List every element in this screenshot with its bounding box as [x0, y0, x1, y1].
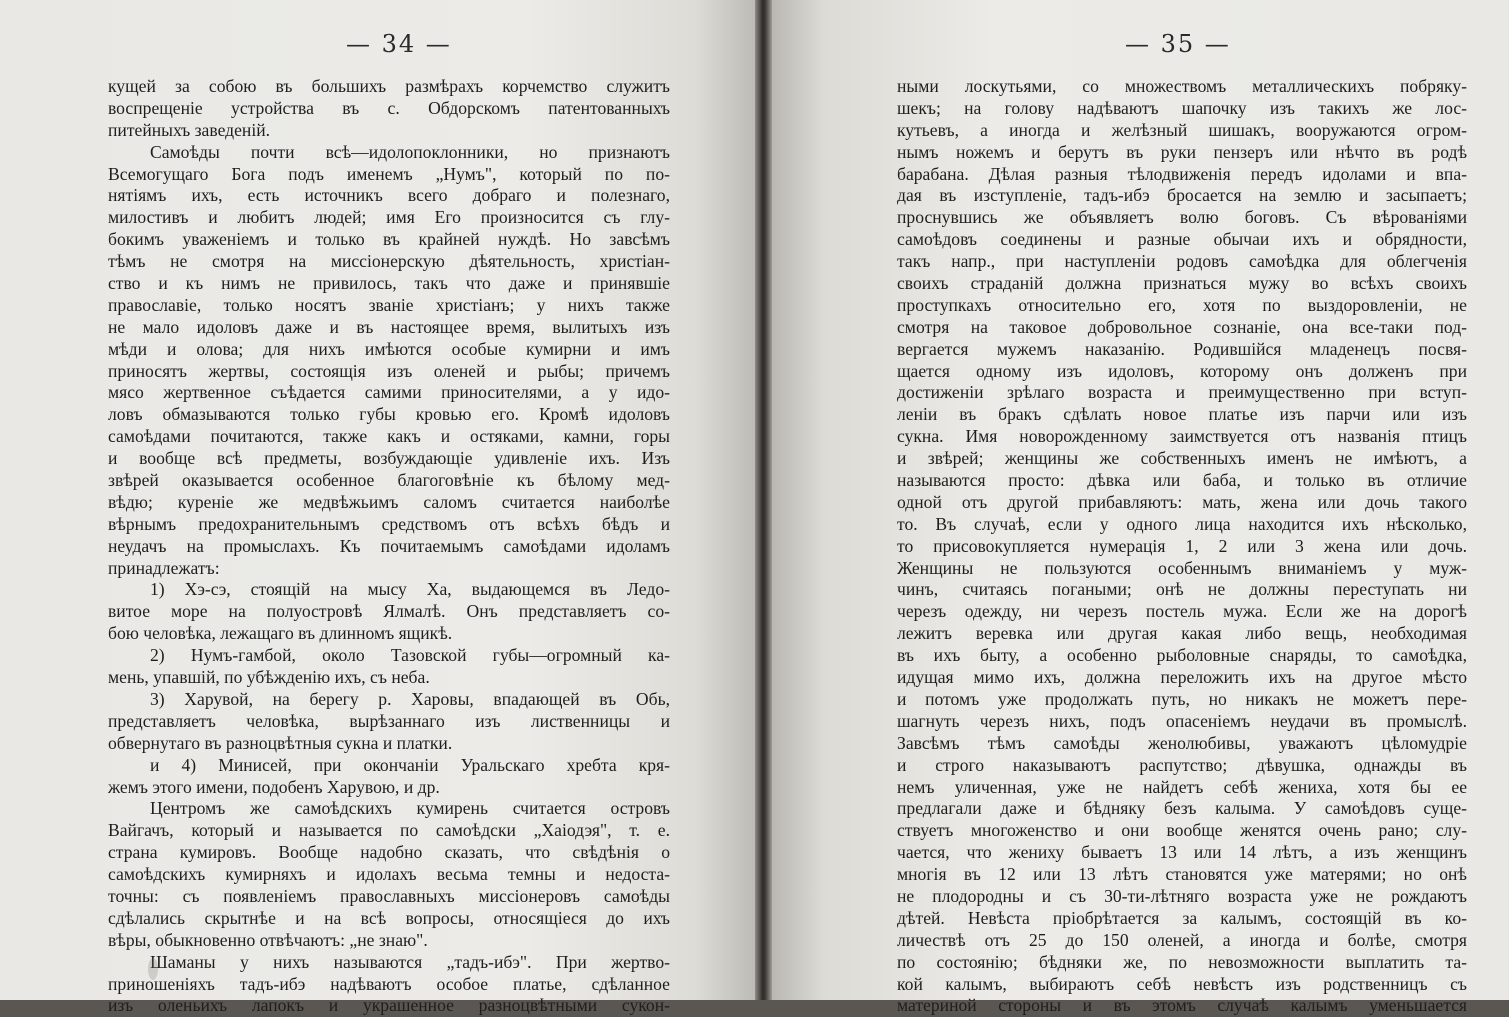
- text-line: неудачъ на промыслахъ. Къ почитаемымъ самоѣдами идоламъ: [108, 535, 670, 556]
- text-line: по состоянію; бѣдняки же, по невозможности выплатить та-: [897, 951, 1467, 972]
- page-number-34: — 34 —: [346, 30, 452, 58]
- text-line: одной отъ другой прибавляютъ: мать, жена или дочь такого: [897, 491, 1467, 512]
- book-gutter: [755, 0, 772, 1000]
- text-line: и 4) Минисей, при окончаніи Уральскаго хребта кря-: [150, 754, 670, 775]
- text-line: многія въ 12 или 13 лѣтъ становятся уже матерями; но онѣ: [897, 864, 1467, 885]
- text-line: витое море на полуостровѣ Ялмалѣ. Онъ представляетъ со-: [108, 601, 670, 622]
- text-line: такъ напр., при наступленіи родовъ самоѣдка для облегченія: [897, 251, 1467, 272]
- text-line: шекъ; на голову надѣваютъ шапочку изъ такихъ же лос-: [897, 97, 1467, 118]
- text-line: точны: съ появленіемъ православныхъ миссіонеровъ самоѣды: [108, 885, 670, 906]
- page-number-35: — 35 —: [1125, 30, 1231, 58]
- text-line: и строго наказываютъ распутство; дѣвушка, однажды въ: [897, 754, 1467, 775]
- text-line: не мало идоловъ даже и въ настоящее время, вылитыхъ изъ: [108, 316, 670, 337]
- text-line: сдѣлались скрытнѣе и на всѣ вопросы, относящіеся до ихъ: [108, 907, 670, 928]
- text-line: бокимъ уваженіемъ и только въ крайней нуждѣ. Но завсѣмъ: [108, 229, 670, 250]
- text-line: щается одному изъ идоловъ, которому онъ долженъ при: [897, 360, 1467, 381]
- text-line: Самоѣды почти всѣ—идолопоклонники, но признаютъ: [150, 141, 670, 162]
- text-line: кой калымъ, выбираютъ себѣ невѣстъ изъ родственницъ съ: [897, 973, 1467, 994]
- text-line: вѣрнымъ предохранительнымъ средствомъ отъ всѣхъ бѣдъ и: [108, 513, 670, 534]
- text-line: мѣди и олова; для нихъ имѣются особые кумирни и имъ: [108, 338, 670, 359]
- text-line: приношеніяхъ тадъ-ибэ надѣваютъ особое платье, сдѣланное: [108, 973, 670, 994]
- text-line: страна кумировъ. Вообще надобно сказать, что свѣдѣнія о: [108, 842, 670, 863]
- text-line: кутьевъ, а иногда и желѣзный шишакъ, вооружаются огром-: [897, 119, 1467, 140]
- text-line: то. Въ случаѣ, если у одного лица находится ихъ нѣсколько,: [897, 513, 1467, 534]
- text-line: Завсѣмъ тѣмъ самоѣды женолюбивы, уважаютъ цѣломудріе: [897, 732, 1467, 753]
- text-line: самоѣдовъ соединены и разные обычаи ихъ и обрядности,: [897, 229, 1467, 250]
- text-line: Вайгачъ, который и называется по самоѣдски „Хаіодэя", т. е.: [108, 820, 670, 841]
- text-line: Центромъ же самоѣдскихъ кумирень считается островъ: [150, 798, 670, 819]
- text-line: мень, упавшій, по убѣжденію ихъ, съ неба.: [108, 667, 430, 688]
- text-line: немъ уличенная, уже не найдетъ себѣ жениха, хотя бы ее: [897, 776, 1467, 797]
- text-line: Шаманы у нихъ называются „тадъ-ибэ". При жертво-: [150, 951, 670, 972]
- text-line: Всемогущаго Бога подъ именемъ „Нумъ", который по по-: [108, 163, 670, 184]
- text-line: шагнуть черезъ нихъ, подъ опасеніемъ неудачи въ промыслѣ.: [897, 710, 1467, 731]
- text-line: вергается мужемъ наказанію. Родившійся младенецъ посвя-: [897, 338, 1467, 359]
- text-line: приносятъ жертвы, состоящія изъ оленей и рыбы; причемъ: [108, 360, 670, 381]
- text-line: и потомъ уже продолжать путь, но никакъ не можетъ пере-: [897, 688, 1467, 709]
- text-line: жемъ этого имени, подобенъ Харувою, и др.: [108, 776, 440, 797]
- text-line: вѣдю; куреніе же медвѣжьимъ саломъ считается наиболѣе: [108, 491, 670, 512]
- text-line: воспрещеніе устройства въ с. Обдорскомъ патентованныхъ: [108, 97, 670, 118]
- ink-smudge: [148, 958, 158, 980]
- text-line: милостивъ и любитъ людей; имя Его произносится съ глу-: [108, 207, 670, 228]
- text-line: звѣрей оказывается особенное благоговѣніе къ бѣлому мед-: [108, 470, 670, 491]
- text-line: 3) Харувой, на берегу р. Харовы, впадающей въ Обь,: [150, 688, 670, 709]
- text-line: проснувшись же объявляетъ волю боговъ. Съ вѣрованіями: [897, 207, 1467, 228]
- text-line: дая въ изступленіе, тадъ-ибэ бросается на землю и засыпаетъ;: [897, 185, 1467, 206]
- text-line: кущей за собою въ большихъ размѣрахъ корчемство служитъ: [108, 76, 670, 96]
- text-line: изъ оленьихъ лапокъ и украшенное разноцвѣтными сукон-: [108, 995, 670, 1016]
- text-line: дѣтей. Невѣста пріобрѣтается за калымъ, состоящій въ ко-: [897, 907, 1467, 928]
- text-line: леніи въ бракъ сдѣлать новое платье изъ парчи или изъ: [897, 404, 1467, 425]
- text-line: питейныхъ заведеній.: [108, 119, 271, 140]
- text-line: православіе, только носятъ званіе христіанъ; у нихъ также: [108, 294, 670, 315]
- text-line: называются просто: дѣвка или баба, и только въ отличие: [897, 470, 1467, 491]
- text-line: сукна. Имя новорожденному заимствуется отъ названія птицъ: [897, 426, 1467, 447]
- text-line: мясо жертвенное съѣдается самими приносителями, а у идо-: [108, 382, 670, 403]
- text-line: бою человѣка, лежащаго въ длинномъ ящикѣ.: [108, 623, 453, 644]
- text-line: чается, что жениху бываетъ 13 или 14 лѣтъ, а изъ женщинъ: [897, 842, 1467, 863]
- text-line: вѣры, обыкновенно отвѣчаютъ: „не знаю".: [108, 929, 428, 950]
- text-line: 2) Нумъ-гамбой, около Тазовской губы—огромный ка-: [150, 645, 670, 666]
- text-line: чинъ, считаясь погаными; онѣ не должны переступать ни: [897, 579, 1467, 600]
- right-page-text: [897, 76, 1467, 1017]
- text-line: смотря на таковое добровольное сознаніе, она все-таки под-: [897, 316, 1467, 337]
- text-line: нятіямъ ихъ, есть источникъ всего добраго и полезнаго,: [108, 185, 670, 206]
- text-line: лежитъ веревка или другая какая либо вещь, необходимая: [897, 623, 1467, 644]
- right-page: [772, 0, 1509, 1016]
- text-line: и звѣрей; женщины же собственныхъ именъ не имѣютъ, а: [897, 448, 1467, 469]
- text-line: Женщины не пользуются особеннымъ вниманіемъ у муж-: [897, 557, 1467, 578]
- text-line: черезъ одежду, ни черезъ постель мужа. Если же на дорогѣ: [897, 601, 1467, 622]
- text-line: нымъ ножемъ и берутъ въ руки пензеръ или нѣчто въ родѣ: [897, 141, 1467, 162]
- text-line: идущая мимо ихъ, должна переложить ихъ на другое мѣсто: [897, 667, 1467, 688]
- text-line: тѣмъ не смотря на миссіонерскую дѣятельность, христіан-: [108, 251, 670, 272]
- text-line: не плодородны и съ 30-ти-лѣтняго возраста уже не рождаютъ: [897, 885, 1467, 906]
- left-page: [0, 0, 755, 1016]
- left-page-text: [108, 76, 670, 1017]
- text-line: самоѣдскихъ кумирняхъ и идолахъ весьма темны и недоста-: [108, 864, 670, 885]
- text-line: представляетъ человѣка, вырѣзаннаго изъ лиственницы и: [108, 710, 670, 731]
- text-line: материной стороны и въ этомъ случаѣ калымъ уменьшается: [897, 995, 1467, 1016]
- text-line: достиженіи зрѣлаго возраста и преимущественно при вступ-: [897, 382, 1467, 403]
- text-line: 1) Хэ-сэ, стоящій на мысу Ха, выдающемся въ Ледо-: [150, 579, 670, 600]
- text-line: предлагали даже и бѣдняку безъ калыма. У самоѣдовъ суще-: [897, 798, 1467, 819]
- text-line: ными лоскутьями, со множествомъ металлическихъ побряку-: [897, 76, 1467, 96]
- text-line: своихъ страданій должна признаться мужу во всѣхъ своихъ: [897, 273, 1467, 294]
- text-line: принадлежатъ:: [108, 557, 220, 578]
- text-line: барабана. Дѣлая разныя тѣлодвиженія передъ идолами и впа-: [897, 163, 1467, 184]
- text-line: самоѣдами почитаются, также какъ и остяками, камни, горы: [108, 426, 670, 447]
- text-line: въ ихъ быту, а особенно рыболовные снаряды, то самоѣдка,: [897, 645, 1467, 666]
- text-line: ствуетъ многоженство и они вообще женятся очень рано; слу-: [897, 820, 1467, 841]
- text-line: и вообще всѣ предметы, возбуждающіе удивленіе ихъ. Изъ: [108, 448, 670, 469]
- text-line: то присовокупляется нумерація 1, 2 или 3 жена или дочь.: [897, 535, 1467, 556]
- text-line: ловъ обмазываются только губы кровью его. Кромѣ идоловъ: [108, 404, 670, 425]
- text-line: обвернутаго въ разноцвѣтныя сукна и платки.: [108, 732, 453, 753]
- text-line: личествѣ отъ 25 до 150 оленей, а иногда и болѣе, смотря: [897, 929, 1467, 950]
- text-line: проступкахъ относительно его, хотя по выздоровленіи, не: [897, 294, 1467, 315]
- text-line: ство и къ нимъ не привилось, такъ что даже и принявшіе: [108, 273, 670, 294]
